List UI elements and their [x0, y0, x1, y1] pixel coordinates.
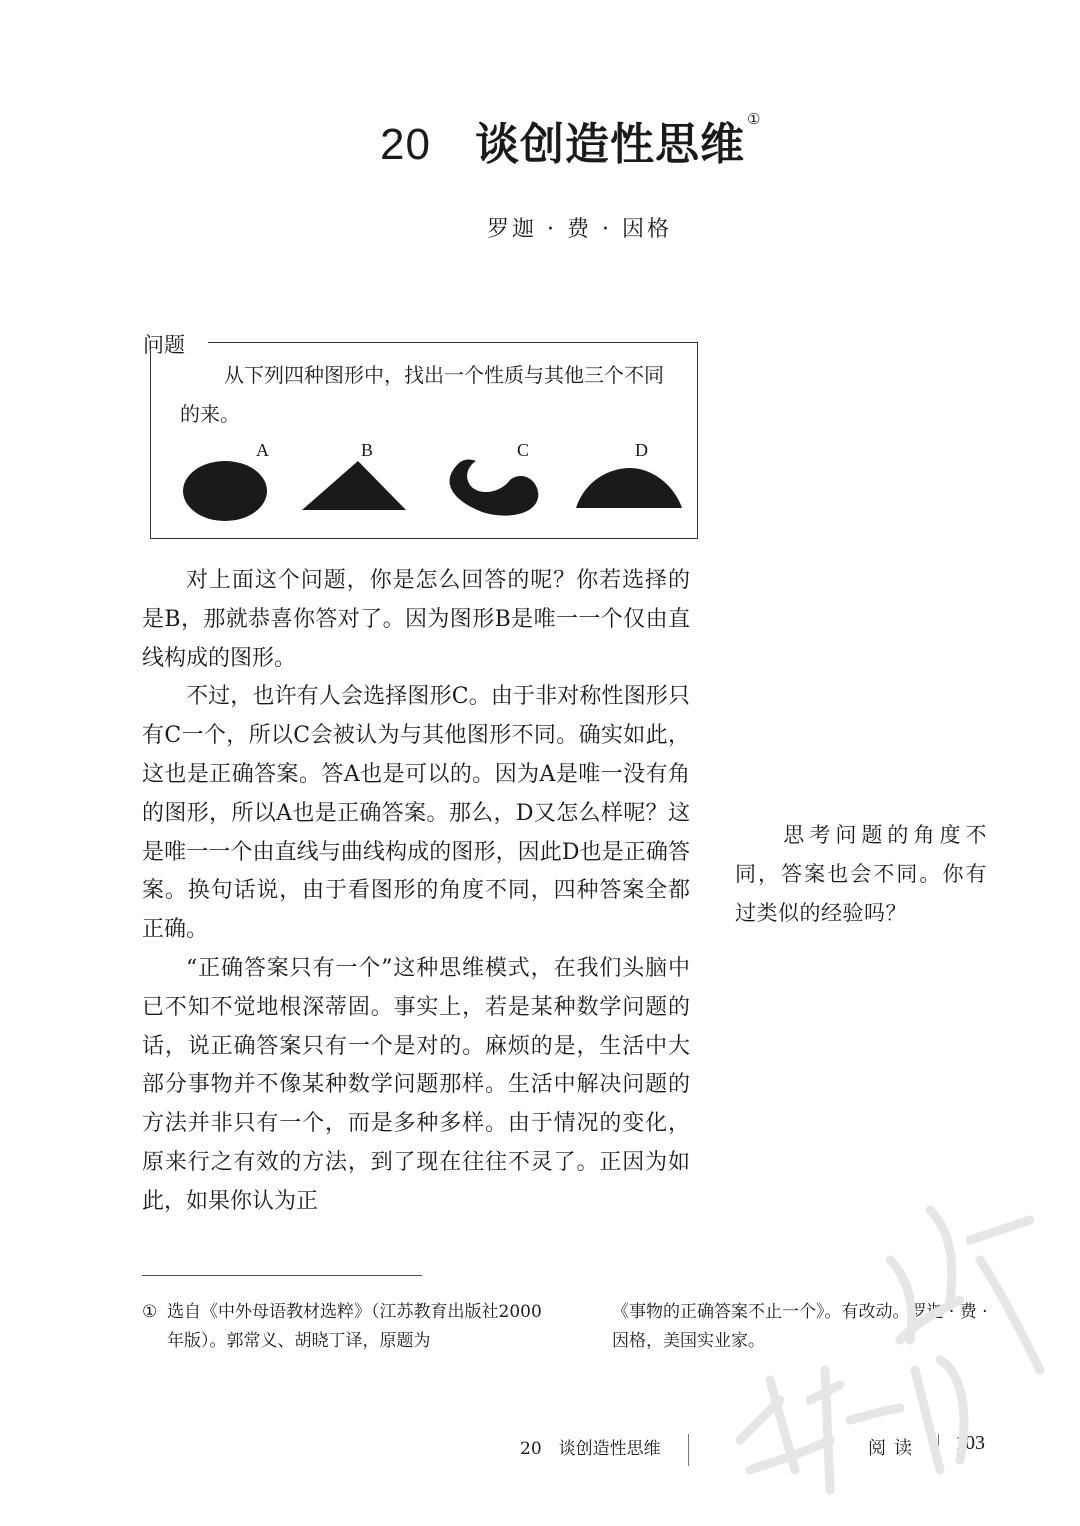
option-label-c: C	[517, 440, 530, 460]
footnote-left-text: 选自《中外母语教材选粹》（江苏教育出版社2000年版）。郭常义、胡晓丁译，原题为	[167, 1302, 542, 1351]
page-number: 103	[955, 1432, 985, 1454]
footer-section: 阅读	[868, 1438, 920, 1459]
body-paragraph-3: “正确答案只有一个”这种思维模式，在我们头脑中已不知不觉地根深蒂固。事实上，若是某种数学问题的话，说正确答案只有一个是对的。麻烦的是，生活中大部分事物并不像某种数学问题那样。生活中解决问题的方法并非只有一个，而是多种多样。由于情况的变化，原来行之有效的方法，到了现在往往不灵了。正因为如此，如果你认为正	[142, 955, 690, 1214]
option-label-a: A	[256, 440, 269, 460]
footer-lesson: 20 谈创造性思维	[520, 1439, 661, 1459]
problem-text: 从下列四种图形中，找出一个性质与其他三个不同的来。	[180, 363, 664, 426]
side-note-text: 思考问题的角度不同，答案也会不同。你有过类似的经验吗？	[735, 823, 987, 925]
footer-divider	[688, 1434, 689, 1466]
shape-a-ellipse	[183, 461, 267, 521]
body-text	[142, 562, 690, 1222]
shape-d-semicircle	[576, 468, 682, 508]
footnote-mark: ①	[142, 1302, 158, 1322]
footnote-rule	[142, 1275, 422, 1276]
shape-b-triangle	[302, 461, 406, 510]
author-name: 罗迦 · 费 · 因格	[487, 217, 672, 242]
shape-c-crescent	[450, 460, 539, 516]
lesson-title-text: 谈创造性思维	[474, 119, 745, 170]
footnote-left	[142, 1298, 552, 1356]
option-label-d: D	[635, 440, 648, 460]
problem-label: 问题	[143, 333, 185, 357]
option-label-b: B	[361, 440, 374, 460]
footnote-right-text: 《事物的正确答案不止一个》。有改动。罗迦 · 费 · 因格，美国实业家。	[612, 1302, 988, 1351]
footer-divider	[938, 1434, 939, 1466]
title-footnote-mark[interactable]: ①	[746, 110, 762, 128]
side-note	[735, 816, 987, 933]
problem-shapes	[0, 0, 1080, 560]
body-paragraph-2: 不过，也许有人会选择图形C。由于非对称性图形只有C一个，所以C会被认为与其他图形不同。确实如此，这也是正确答案。答A也是可以的。因为A是唯一没有角的图形，所以A也是正确答案。那么，D又怎么样呢？这是唯一一个由直线与曲线构成的图形，因此D也是正确答案。换句话说，由于看图形的角度不同，四种答案全都正确。	[142, 684, 690, 943]
lesson-number: 20	[380, 120, 431, 169]
body-paragraph-1: 对上面这个问题，你是怎么回答的呢？你若选择的是B，那就恭喜你答对了。因为图形B是唯一一个仅由直线构成的图形。	[142, 568, 690, 671]
